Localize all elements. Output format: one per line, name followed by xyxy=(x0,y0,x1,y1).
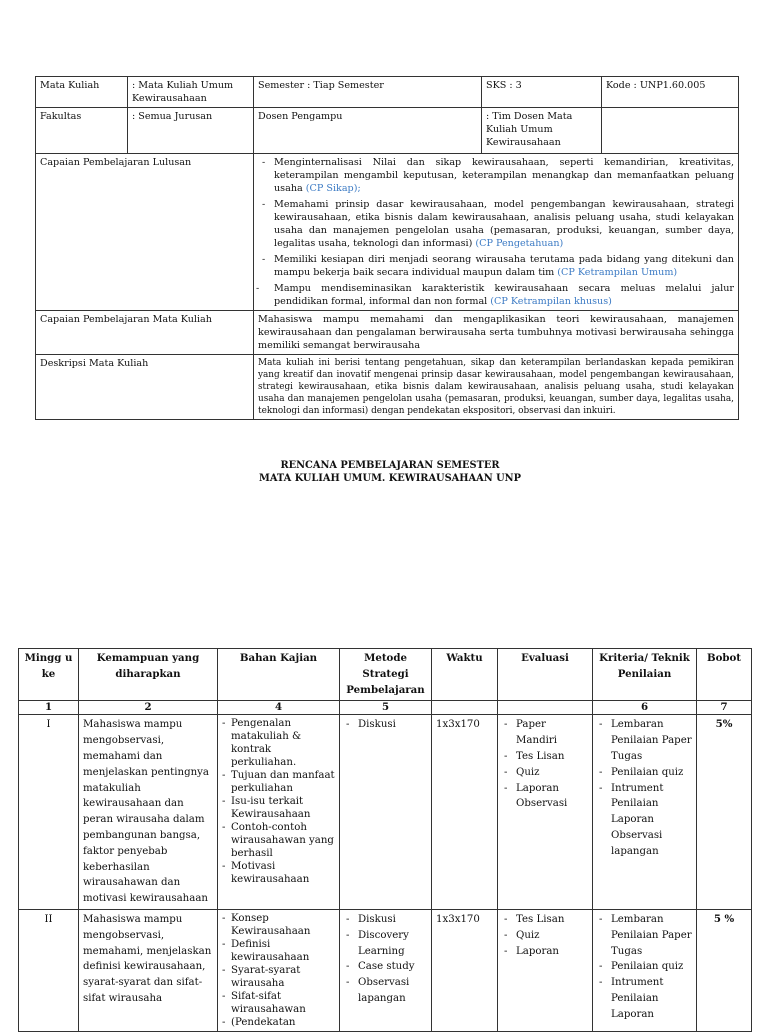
col-number: 7 xyxy=(697,701,752,715)
header-metode: Metode Strategi Pembelajaran xyxy=(340,649,432,701)
cpl-label: Capaian Pembelajaran Lulusan xyxy=(36,154,254,311)
waktu-cell: 1x3x170 xyxy=(432,715,498,910)
header-bobot: Bobot xyxy=(697,649,752,701)
fakultas-label: Fakultas xyxy=(36,108,128,154)
metode-cell xyxy=(340,715,432,910)
bahan-cell xyxy=(218,715,340,910)
col-number: 1 xyxy=(19,701,79,715)
list-item: - Contoh-contoh wirausahawan yang berhasil xyxy=(222,821,335,860)
sks-cell: SKS : 3 xyxy=(482,77,602,108)
kriteria-cell xyxy=(593,715,697,910)
cpl-item: - Memahami prinsip dasar kewirausahaan, model pengembangan kewirausahaan, strategi kewirausahaan, etika bisnis dalam kewirausahaan, analisis peluang usaha, studi kelayakan usaha dan manajemen pengelolan usaha (pemasaran, produksi, keuangan, sumber daya, legalitas usaha, teknologi dan informasi) (CP Pengetahuan) xyxy=(258,198,734,250)
deskripsi-label: Deskripsi Mata Kuliah xyxy=(36,355,254,420)
fakultas-value: : Semua Jurusan xyxy=(128,108,254,154)
empty-cell xyxy=(602,108,739,154)
cpl-item: - Memiliki kesiapan diri menjadi seorang wirausaha terutama pada bidang yang ditekuni dan mampu bekerja baik secara individual maupun dalam tim (CP Ketrampilan Umum) xyxy=(258,253,734,279)
document-subtitle: MATA KULIAH UMUM. KEWIRAUSAHAAN UNP xyxy=(259,473,521,484)
kriteria-cell xyxy=(593,909,697,1031)
cpl-item: - Menginternalisasi Nilai dan sikap kewirausahaan, seperti kemandirian, kreativitas, keterampilan mengambil keputusan, keterampilan menangkap dan memanfaatkan peluang usaha (CP Sikap); xyxy=(258,156,734,195)
evaluasi-cell xyxy=(498,715,593,910)
col-number: 2 xyxy=(79,701,218,715)
list-item: - Lembaran Penilaian Paper Tugas xyxy=(597,912,692,959)
kemampuan-cell: Mahasiswa mampu mengobservasi, memahami, menjelaskan definisi kewirausahaan, syarat-syarat dan sifat-sifat wirausaha xyxy=(79,909,218,1031)
list-item: - Observasi lapangan xyxy=(344,975,427,1007)
list-item: - Motivasi kewirausahaan xyxy=(222,860,335,886)
col-number xyxy=(498,701,593,715)
list-item: - Syarat-syarat wirausaha xyxy=(222,964,335,990)
list-item: - Isu-isu terkait Kewirausahaan xyxy=(222,795,335,821)
header-waktu: Waktu xyxy=(432,649,498,701)
list-item: - Lembaran Penilaian Paper Tugas xyxy=(597,717,692,764)
table-row xyxy=(19,715,752,910)
bahan-cell xyxy=(218,909,340,1031)
header-row xyxy=(19,649,752,701)
mata-kuliah-label: Mata Kuliah xyxy=(36,77,128,108)
week-cell: II xyxy=(19,909,79,1031)
bobot-cell: 5% xyxy=(697,715,752,910)
cpl-item: - Mampu mendiseminasikan karakteristik kewirausahaan secara meluas melalui jalur pendidikan formal, informal dan non formal (CP Ketrampilan khusus) xyxy=(258,282,734,308)
list-item: - Quiz xyxy=(502,765,588,781)
number-row xyxy=(19,701,752,715)
header-kriteria: Kriteria/ Teknik Penilaian xyxy=(593,649,697,701)
cpmk-label: Capaian Pembelajaran Mata Kuliah xyxy=(36,311,254,355)
list-item: - Discovery Learning xyxy=(344,928,427,960)
deskripsi-text: Mata kuliah ini berisi tentang pengetahuan, sikap dan keterampilan berlandaskan kepada pemikiran yang kreatif dan inovatif mengenai prinsip dasar kewirausahaan, model pengembangan kewirausahaan, strategi kewirausahaan, etika bisnis dalam kewirausahaan, analisis peluang usaha, studi kelayakan usaha dan manajemen pengelolan usaha (pemasaran, produksi, keuangan, sumber daya, legalitas usaha, teknologi dan informasi) dengan pendekatan ekspositori, observasi dan inkuiri. xyxy=(254,355,739,420)
list-item: - Intrument Penilaian Laporan xyxy=(597,975,692,1022)
list-item: - Case study xyxy=(344,959,427,975)
bobot-cell: 5 % xyxy=(697,909,752,1031)
cpmk-text: Mahasiswa mampu memahami dan mengaplikasikan teori kewirausahaan, manajemen kewirausahaan dan pengalaman berwirausaha serta tumbuhnya motivasi berwirausaha sehingga memiliki semangat berwirausaha xyxy=(254,311,739,355)
header-kemampuan: Kemampuan yang diharapkan xyxy=(79,649,218,701)
list-item: - Laporan Observasi xyxy=(502,781,588,813)
header-minggu: Mingg u ke xyxy=(19,649,79,701)
list-item: - Penilaian quiz xyxy=(597,959,692,975)
list-item: - Sifat-sifat wirausahawan xyxy=(222,990,335,1016)
week-cell: I xyxy=(19,715,79,910)
mata-kuliah-value: : Mata Kuliah Umum Kewirausahaan xyxy=(128,77,254,108)
evaluasi-cell xyxy=(498,909,593,1031)
cpl-list xyxy=(258,156,734,308)
waktu-cell: 1x3x170 xyxy=(432,909,498,1031)
semester-cell: Semester : Tiap Semester xyxy=(254,77,482,108)
col-number xyxy=(432,701,498,715)
list-item: - Tes Lisan xyxy=(502,912,588,928)
header-bahan: Bahan Kajian xyxy=(218,649,340,701)
list-item: - Paper Mandiri xyxy=(502,717,588,749)
list-item: - Diskusi xyxy=(344,717,427,733)
list-item: - Quiz xyxy=(502,928,588,944)
kemampuan-cell: Mahasiswa mampu mengobservasi, memahami dan menjelaskan pentingnya matakuliah kewirausahaan dan peran wirausaha dalam pembangunan bangsa, faktor penyebab keberhasilan wirausahawan dan motivasi kewirausahaan xyxy=(79,715,218,910)
list-item: - Konsep Kewirausahaan xyxy=(222,912,335,938)
col-number: 5 xyxy=(340,701,432,715)
course-info-table xyxy=(35,76,739,420)
list-item: - Tujuan dan manfaat perkuliahan xyxy=(222,769,335,795)
list-item: - (Pendekatan xyxy=(222,1016,335,1029)
table-row xyxy=(19,909,752,1031)
dosen-label: Dosen Pengampu xyxy=(254,108,482,154)
list-item: - Intrument Penilaian Laporan Observasi lapangan xyxy=(597,781,692,860)
cpl-content xyxy=(254,154,739,311)
rps-schedule-table xyxy=(18,648,752,1032)
list-item: - Tes Lisan xyxy=(502,749,588,765)
list-item: - Diskusi xyxy=(344,912,427,928)
col-number: 6 xyxy=(593,701,697,715)
col-number: 4 xyxy=(218,701,340,715)
metode-cell xyxy=(340,909,432,1031)
header-evaluasi: Evaluasi xyxy=(498,649,593,701)
list-item: - Pengenalan matakuliah & kontrak perkuliahan. xyxy=(222,717,335,769)
document-title: RENCANA PEMBELAJARAN SEMESTER xyxy=(280,460,500,471)
list-item: - Laporan xyxy=(502,944,588,960)
dosen-value: : Tim Dosen Mata Kuliah Umum Kewirausahaan xyxy=(482,108,602,154)
list-item: - Penilaian quiz xyxy=(597,765,692,781)
list-item: - Definisi kewirausahaan xyxy=(222,938,335,964)
kode-cell: Kode : UNP1.60.005 xyxy=(602,77,739,108)
